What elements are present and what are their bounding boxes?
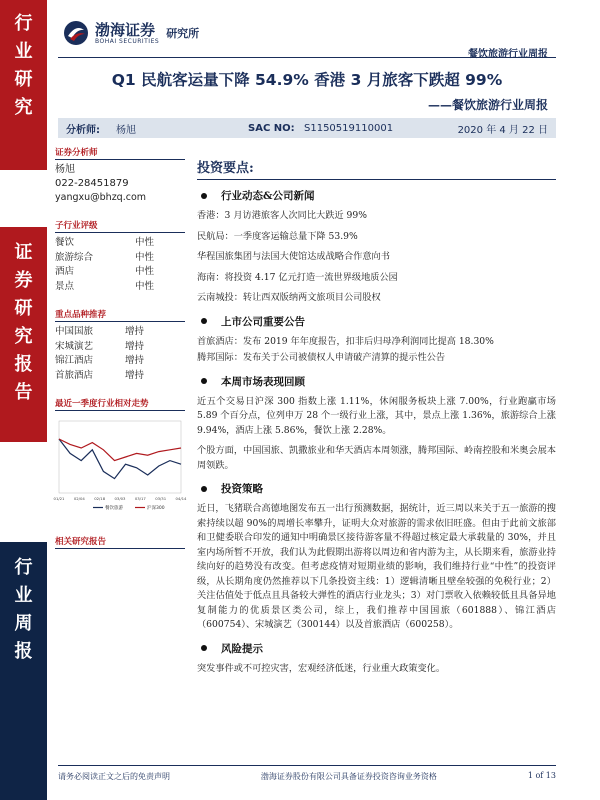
side-char: 究 [14,97,33,118]
section-heading [197,314,556,329]
stock-row [55,354,185,369]
analyst-name: 杨旭 [116,124,136,136]
side-char: 报 [14,354,33,375]
logo-name-cn: 渤海证券 [95,20,156,39]
stock-name: 首旅酒店 [55,369,94,381]
x-tick-label: 02/18 [94,496,106,501]
x-tick-label: 03/31 [155,496,167,501]
section-heading [197,641,556,656]
rating-value: 中性 [135,237,155,248]
header-divider [58,57,556,58]
stock-name: 宋城演艺 [55,340,94,352]
side-char: 研 [14,298,33,319]
left-column [55,146,185,552]
company-logo [63,20,199,46]
stock-rating: 增持 [125,326,145,337]
related-reports-heading: 相关研究报告 [55,535,185,549]
side-char: 业 [14,41,33,62]
market-review-paragraph: 个股方面，中国国旅、凯撒旅业和华天酒店本周领涨，腾邦国际、岭南控股和米奥会展本周领跌。 [197,445,556,471]
market-review-paragraph: 近五个交易日沪深 300 指数上涨 1.11%，休闲服务板块上涨 7.00%，行业跑赢市场 5.89 个百分点，位列申万 28 个一级行业上涨，其中，景点上涨 1.36%，旅游综合上涨 9.94%，酒店上涨 5.86%，餐饮上涨 2.28%。 [197,395,556,436]
footer-divider [58,765,556,766]
trend-chart-svg [55,415,185,515]
rating-heading: 子行业评级 [55,219,185,233]
report-type: 餐饮旅游行业周报 [468,49,548,60]
risk-paragraph: 突发事件或不可控灾害，宏观经济低迷，行业重大政策变化。 [197,662,446,674]
rating-name: 景点 [55,280,75,292]
strategy-paragraph: 近日，飞猪联合高德地图发布五一出行预测数据，据统计，近三周以来关于五一旅游的搜索持续以超 90%的周增长率攀升，证明大众对旅游的需求依旧旺盛。但由于此前文旅部和卫健委联合印发的通知中明确景区接待游客量不得超过核定最大承载量的 30%，并且室内场所暂不开放，我们认为此假期出游将以周边和省内游为主，从长期来看，旅游业持续向好的趋势没有改变。但考虑疫情对短期业绩的影响，我们维持行业“中性”的投资评级，从长期角度仍然推荐以下几条投资主线：1）逻辑清晰且壁垒较强的免税行业；2）关注估值处于低点且具备较大弹性的酒店行业龙头；3）对门票收入依赖较低且具备异地复制能力的优质景区类公司，综上，我们推荐中国国旅（601888）、锦江酒店（600754）、宋城演艺（300144）以及首旅酒店（600258）。 [197,503,556,630]
contact-phone: 022-28451879 [55,178,129,189]
section-heading [197,374,556,389]
stock-rating: 增持 [125,369,145,381]
side-char: 证 [14,242,33,263]
x-tick-label: 01/21 [53,496,65,501]
x-tick-label: 03/17 [134,496,146,501]
side-char: 究 [14,326,33,347]
rating-row [55,280,185,295]
side-label-industry-research [0,0,47,170]
bullet-icon [201,486,207,492]
page-number: 1 of 13 [527,771,556,780]
stock-list [55,325,185,383]
institute-label: 研究所 [166,27,200,40]
x-tick-label: 04/14 [175,496,187,501]
x-tick-label: 03/03 [114,496,126,501]
qualification-note: 渤海证券股份有限公司具备证券投资咨询业务资格 [260,772,437,781]
main-column [197,157,556,682]
report-date: 2020 年 4 月 22 日 [457,124,548,136]
side-char: 告 [14,382,33,403]
stock-name: 锦江酒店 [55,355,94,366]
rating-value: 中性 [135,266,155,277]
rating-value: 中性 [135,251,155,263]
side-char: 研 [14,69,33,90]
section-title: 风险提示 [221,642,263,655]
rating-row [55,236,185,251]
logo-name-en: BOHAI SECURITIES [95,37,160,45]
stock-row [55,340,185,355]
contact-email[interactable]: yangxu@bhzq.com [55,192,147,203]
news-item: 云南城投：转让西双版纳两文旅项目公司股权 [197,292,381,303]
section-title: 上市公司重要公告 [221,315,305,328]
legend-label: 餐饮旅游 [105,506,123,511]
announcement-item: 腾邦国际：发布关于公司被债权人申请破产清算的提示性公告 [197,352,446,363]
relative-trend-chart [55,415,185,515]
side-label-weekly [0,542,47,800]
report-subtitle: ——餐饮旅游行业周报 [427,98,548,112]
stock-rating: 增持 [125,355,145,366]
bullet-icon [201,318,207,324]
news-item: 海南：将投资 4.17 亿元打造一流世界级地质公园 [197,271,398,283]
side-banner [0,0,47,800]
rating-list [55,236,185,294]
stock-row [55,325,185,340]
side-char: 周 [14,613,33,634]
legend-label: 沪深300 [147,506,165,511]
bullet-icon [201,378,207,384]
news-item: 民航局：一季度客运输总量下降 53.9% [197,230,358,242]
report-title: Q1 民航客运量下降 54.9% 香港 3 月旅客下跌超 99% [111,71,503,89]
key-points-heading: 投资要点: [197,157,556,180]
side-label-securities-report [0,227,47,442]
disclaimer-note: 请务必阅读正文之后的免责声明 [58,772,170,781]
contact-heading: 证券分析师 [55,146,185,160]
announcement-item: 首旅酒店：发布 2019 年年度报告，扣非后归母净利润同比提高 18.30% [197,335,494,347]
info-bar [58,118,556,138]
rating-row [55,251,185,266]
chart-heading: 最近一季度行业相对走势 [55,397,185,411]
analyst-label: 分析师: [66,124,100,136]
sac-label: SAC NO: [248,122,295,134]
footer [58,771,556,782]
rating-name: 酒店 [55,266,75,277]
chart-frame [59,421,181,493]
section-title: 本周市场表现回顾 [221,375,305,388]
rating-name: 餐饮 [55,237,75,248]
side-char: 行 [14,13,33,34]
logo-mark-icon [63,20,89,46]
section-heading [197,481,556,496]
sac-number: S1150519110001 [304,122,394,134]
side-char: 券 [14,270,33,291]
rating-value: 中性 [135,280,155,292]
news-item: 华程国旅集团与法国大使馆达成战略合作意向书 [197,251,390,262]
side-char: 报 [14,641,33,662]
stock-heading: 重点品种推荐 [55,308,185,322]
section-heading [197,188,556,203]
rating-row [55,265,185,280]
bullet-icon [201,645,207,651]
side-char: 行 [14,557,33,578]
stock-row [55,369,185,384]
stock-rating: 增持 [125,340,145,352]
rating-name: 旅游综合 [55,251,94,263]
section-title: 行业动态&公司新闻 [221,190,315,202]
section-title: 投资策略 [221,483,263,495]
stock-name: 中国国旅 [55,326,94,337]
news-item: 香港：3 月访港旅客人次同比大跌近 99% [197,210,367,221]
bullet-icon [201,193,207,199]
contact-name: 杨旭 [55,164,75,175]
x-tick-label: 02/04 [73,496,85,501]
side-char: 业 [14,585,33,606]
